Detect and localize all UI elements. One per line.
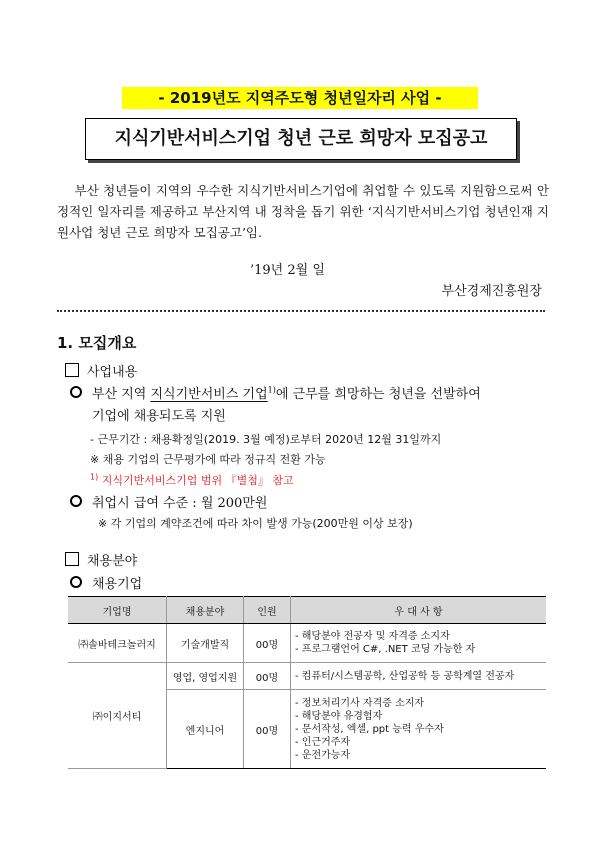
company-cell: ㈜이지서티 — [68, 663, 167, 769]
business-item-1-cont: 기업에 채용되도록 지원 — [92, 409, 226, 424]
preferences-cell — [291, 624, 547, 663]
recruit-sub-label: 채용기업 — [92, 577, 143, 592]
preferences-cell — [291, 663, 547, 690]
preference-item: - 프로그램언어 C#, .NET 코딩 가능한 자 — [295, 644, 476, 655]
dotted-divider — [57, 310, 545, 312]
notice-title: 지식기반서비스기업 청년 근로 희망자 모집공고 — [85, 118, 517, 160]
col-header-company: 기업명 — [68, 597, 167, 624]
salary-text: 취업시 급여 수준 : 월 200만원 — [92, 496, 268, 511]
count-cell: 00명 — [244, 624, 291, 663]
salary-note: ※ 각 기업의 계약조건에 따라 차이 발생 가능(200만원 이상 보장) — [98, 517, 413, 530]
preference-item: - 컴퓨터/시스템공학, 산업공학 등 공학계열 전공자 — [295, 670, 515, 682]
preference-item: - 정보처리기사 자격증 소지자 — [295, 697, 425, 709]
checkbox-square-icon — [65, 363, 79, 377]
table-row — [68, 624, 546, 663]
notice-date: ’19년 2월 일 — [250, 263, 325, 278]
business-item-2 — [70, 492, 267, 511]
footnote — [90, 472, 294, 488]
field-cell: 엔지니어 — [167, 690, 244, 769]
col-header-count: 인원 — [244, 597, 291, 624]
footnote-mark: 1) — [90, 472, 99, 482]
recruit-sub — [70, 573, 142, 592]
subsection-recruit-label: 채용분야 — [87, 554, 138, 569]
preferences-cell — [291, 690, 547, 769]
intro-text: 부산 청년들이 지역의 우수한 지식기반서비스기업에 취업할 수 있도록 지원함으로써 안정적인 일자리를 제공하고 부산지역 내 정착을 돕기 위한 ‘지식기반서비스기업 청년인재 지원사업 청년 근로 희망자 모집공고’임. — [57, 183, 549, 240]
count-cell: 00명 — [244, 690, 291, 769]
section-heading: 1. 모집개요 — [57, 334, 137, 352]
item1-pre: 부산 지역 — [92, 387, 151, 402]
table-header-row — [68, 597, 546, 624]
item1-post: 에 근무를 희망하는 청년을 선발하여 — [275, 387, 481, 402]
circle-bullet-icon — [70, 386, 82, 398]
subsection-business — [65, 361, 137, 380]
business-item-1 — [70, 383, 550, 402]
preference-item: - 인근거주자 — [295, 736, 351, 748]
intro-paragraph — [57, 180, 549, 243]
item1-footnote-ref: 1) — [267, 385, 276, 395]
item1-underlined: 지식기반서비스 기업 — [150, 387, 268, 402]
field-cell: 기술개발직 — [167, 624, 244, 663]
recruit-table — [68, 596, 546, 769]
subsection-business-label: 사업내용 — [87, 365, 138, 380]
preference-item: - 운전가능자 — [295, 749, 351, 761]
footnote-text: 지식기반서비스기업 범위 『별첨』 참고 — [98, 474, 294, 487]
work-period: - 근무기간 : 채용확정일(2019. 3월 예정)로부터 2020년 12월 31일까지 — [90, 433, 442, 446]
circle-bullet-icon — [70, 495, 82, 507]
preference-item: - 해당분야 전공자 및 자격증 소지자 — [295, 631, 450, 642]
issuer-name: 부산경제진흥원장 — [441, 284, 542, 299]
checkbox-square-icon — [65, 552, 79, 566]
field-cell: 영업, 영업지원 — [167, 663, 244, 690]
col-header-preferences: 우 대 사 항 — [291, 597, 547, 624]
count-cell: 00명 — [244, 663, 291, 690]
preference-item: - 해당분야 유경험자 — [295, 710, 383, 722]
company-cell: ㈜솔바테크놀러지 — [68, 624, 167, 663]
subsection-recruit — [65, 550, 137, 569]
table-row — [68, 663, 546, 690]
program-banner: - 2019년도 지역주도형 청년일자리 사업 - — [122, 87, 478, 109]
conversion-note: ※ 채용 기업의 근무평가에 따라 정규직 전환 가능 — [90, 453, 326, 466]
col-header-field: 채용분야 — [167, 597, 244, 624]
circle-bullet-icon — [70, 576, 82, 588]
preference-item: - 문서작성, 엑셀, ppt 능력 우수자 — [295, 723, 444, 735]
